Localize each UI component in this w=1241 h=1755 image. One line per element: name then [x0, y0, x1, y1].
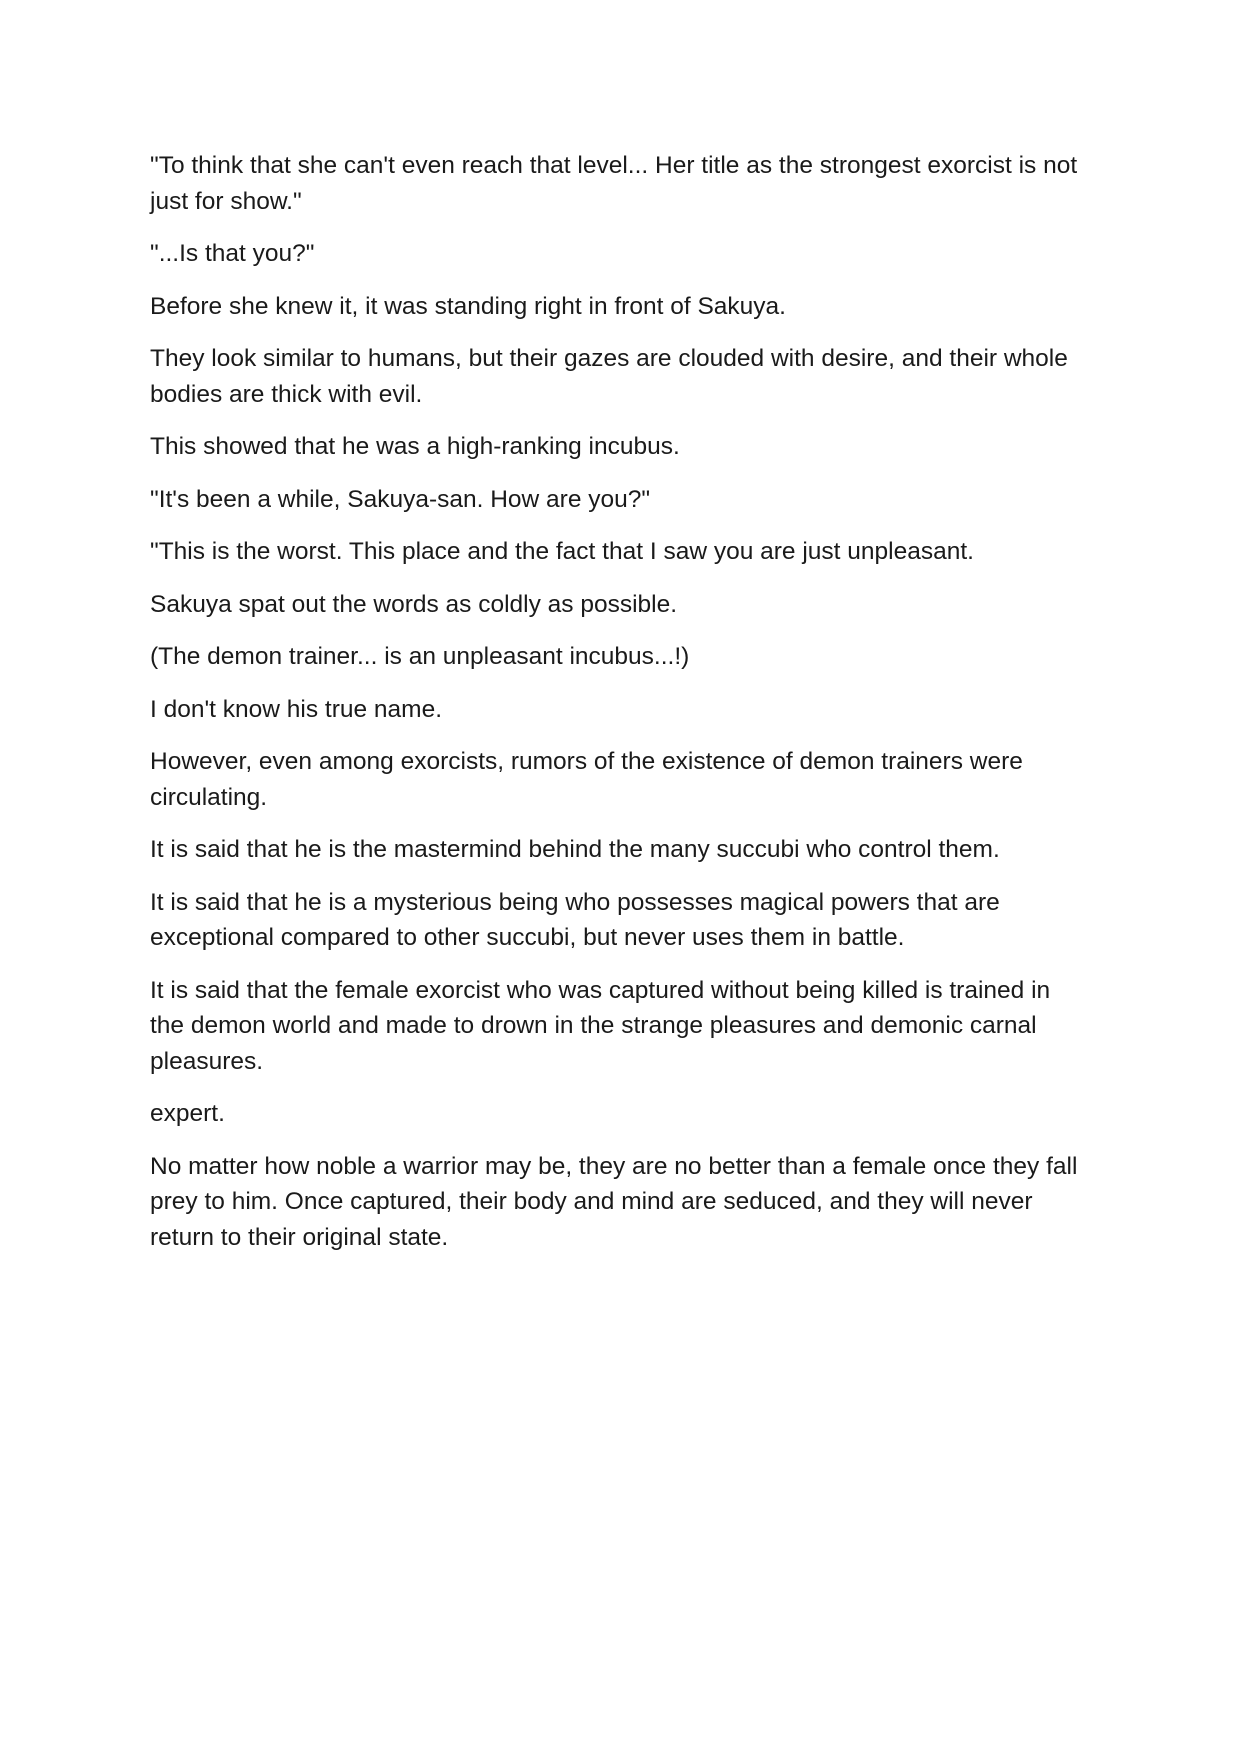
paragraph: They look similar to humans, but their gazes are clouded with desire, and their whole bodies are thick with evil.	[150, 345, 1068, 408]
paragraph: (The demon trainer... is an unpleasant incubus...!)	[150, 643, 690, 670]
paragraph: It is said that the female exorcist who was captured without being killed is trained in the demon world and made to drown in the strange pleasures and demonic carnal pleasures.	[150, 976, 1051, 1075]
paragraph: expert.	[150, 1100, 225, 1127]
paragraph: I don't know his true name.	[150, 695, 443, 723]
paragraph: "...Is that you?"	[150, 240, 315, 267]
paragraph: This showed that he was a high-ranking incubus.	[150, 433, 680, 460]
paragraph: It is said that he is a mysterious being who possesses magical powers that are exceptional compared to other succubi, but never uses them in battle.	[150, 888, 1000, 951]
paragraph: "This is the worst. This place and the fact that I saw you are just unpleasant.	[150, 538, 974, 565]
paragraph: "To think that she can't even reach that level... Her title as the strongest exorcist is not just for show."	[150, 152, 1078, 215]
paragraph: No matter how noble a warrior may be, they are no better than a female once they fall prey to him. Once captured, their body and mind are seduced, and they will never return to their original state.	[150, 1152, 1078, 1251]
paragraph: It is said that he is the mastermind behind the many succubi who control them.	[150, 836, 1000, 863]
paragraph: "It's been a while, Sakuya-san. How are you?"	[150, 485, 651, 513]
paragraph: Before she knew it, it was standing right in front of Sakuya.	[150, 292, 786, 320]
paragraph: Sakuya spat out the words as coldly as possible.	[150, 590, 678, 618]
document-body	[150, 148, 1090, 1272]
paragraph: However, even among exorcists, rumors of the existence of demon trainers were circulating.	[150, 748, 1023, 811]
